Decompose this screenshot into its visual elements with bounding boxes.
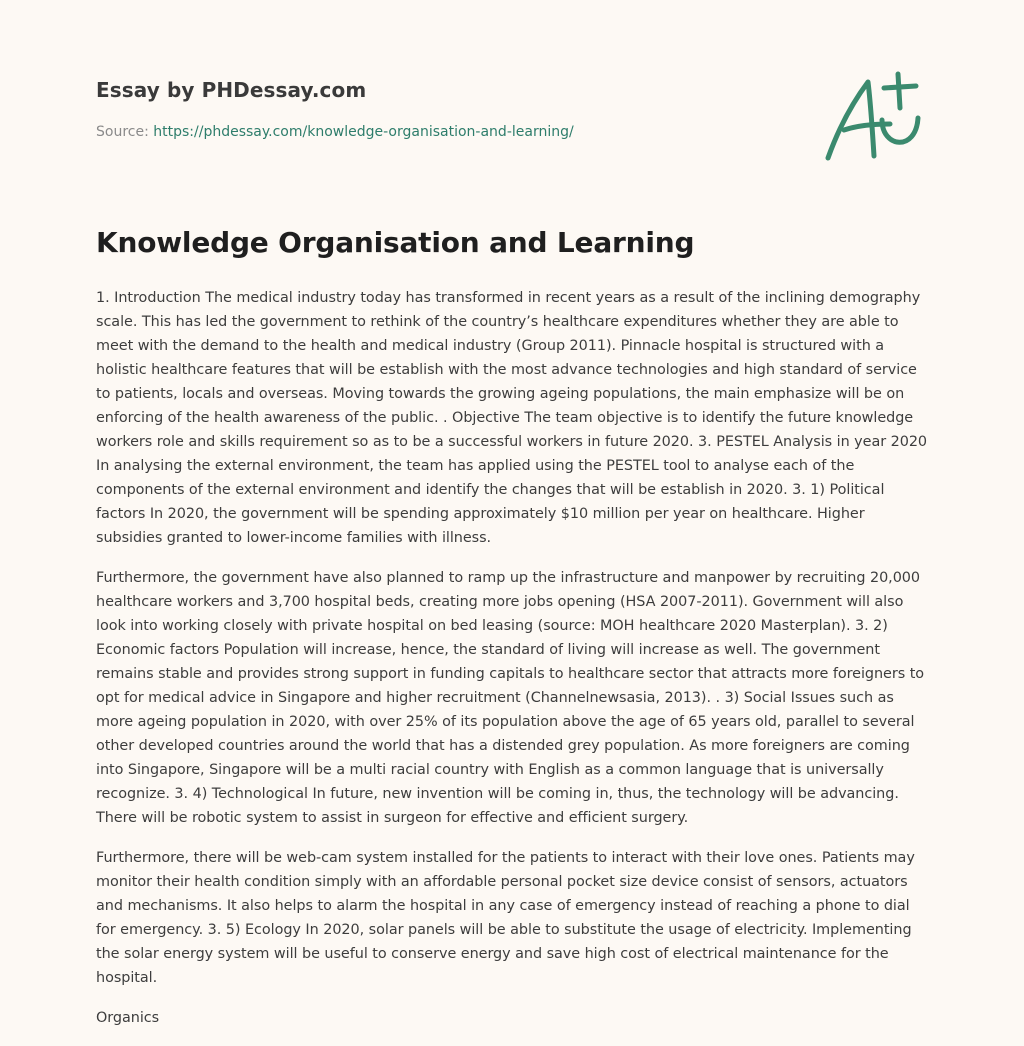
article-title: Knowledge Organisation and Learning [96,226,695,259]
paragraph: Furthermore, the government have also planned to ramp up the infrastructure and manpower by recruiting 20,000 healthcare workers and 3,700 hospital beds, creating more jobs opening (HSA 2007-2011). Government will also look into working closely with private hospital on bed leasing (source: MOH healthcare 2020 Masterplan). 3. 2) Economic factors Population will increase, hence, the standard of living will increase as well. The government remains stable and provides strong support in funding capitals to healthcare sector that attracts more foreigners to opt for medical advice in Singapore and higher recruitment (Channelnewsasia, 2013). . 3) Social Issues such as more ageing population in 2020, with over 25% of its population above the age of 65 years old, parallel to several other developed countries around the world that has a distended grey population. As more foreigners are coming into Singapore, Singapore will be a multi racial country with English as a common language that is universally recognize. 3. 4) Technological In future, new invention will be coming in, thus, the technology will be advancing. There will be robotic system to assist in surgeon for effective and efficient surgery. [96,570,925,826]
source-link[interactable]: https://phdessay.com/knowledge-organisation-and-learning/ [153,124,574,140]
a-plus-grade-icon [820,68,930,168]
paragraph: Furthermore, there will be web-cam system installed for the patients to interact with their love ones. Patients may monitor their health condition simply with an affordable personal pocket size device consist of sensors, actuators and mechanisms. It also helps to alarm the hospital in any case of emergency instead of reaching a phone to dial for emergency. 3. 5) Ecology In 2020, solar panels will be able to substitute the usage of electricity. Implementing the solar energy system will be useful to conserve energy and save high cost of electrical maintenance for the hospital. [96,850,915,986]
article-body [96,286,928,1046]
site-brand: Essay by PHDessay.com [96,78,367,102]
source-label: Source: [96,124,154,140]
source-line [96,124,574,140]
paragraph: 1. Introduction The medical industry today has transformed in recent years as a result of the inclining demography scale. This has led the government to rethink of the country’s healthcare expenditures whether they are able to meet with the demand to the health and medical industry (Group 2011). Pinnacle hospital is structured with a holistic healthcare features that will be establish with the most advance technologies and high standard of service to patients, locals and overseas. Moving towards the growing ageing populations, the main emphasize will be on enforcing of the health awareness of the public. . Objective The team objective is to identify the future knowledge workers role and skills requirement so as to be a successful workers in future 2020. 3. PESTEL Analysis in year 2020 In analysing the external environment, the team has applied using the PESTEL tool to analyse each of the components of the external environment and identify the changes that will be establish in 2020. 3. 1) Political factors In 2020, the government will be spending approximately $10 million per year on healthcare. Higher subsidies granted to lower-income families with illness. [96,290,928,546]
paragraph: Organics [96,1010,160,1026]
